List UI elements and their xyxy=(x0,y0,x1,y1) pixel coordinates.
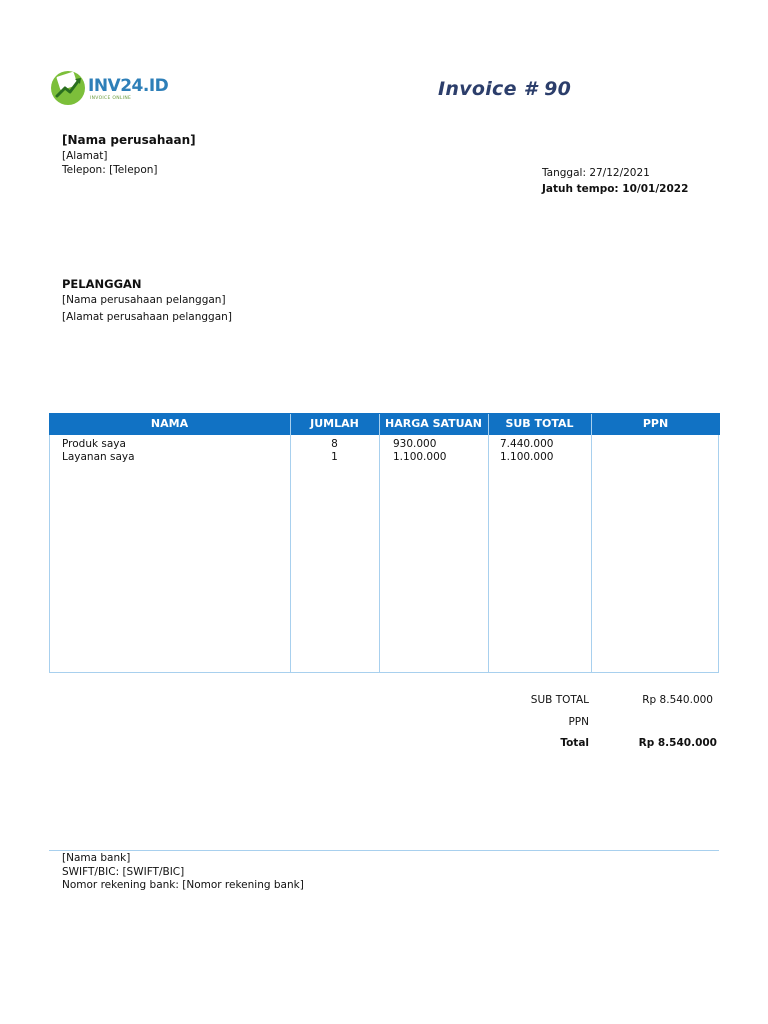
column-divider xyxy=(591,414,592,673)
company-address: [Alamat] xyxy=(62,150,108,162)
row-1-qty: 8 xyxy=(331,438,338,450)
subtotal-value: Rp 8.540.000 xyxy=(642,694,713,706)
customer-address: [Alamat perusahaan pelanggan] xyxy=(62,311,232,323)
due-date: Jatuh tempo: 10/01/2022 xyxy=(542,183,689,195)
row-2-price: 1.100.000 xyxy=(393,451,447,463)
customer-name: [Nama perusahaan pelanggan] xyxy=(62,294,226,306)
customer-heading: PELANGGAN xyxy=(62,277,142,291)
row-2-qty: 1 xyxy=(331,451,338,463)
company-phone: Telepon: [Telepon] xyxy=(62,164,158,176)
bank-details xyxy=(62,852,304,893)
row-2-name: Layanan saya xyxy=(62,451,135,463)
bank-account: Nomor rekening bank: [Nomor rekening bank] xyxy=(62,879,304,891)
table-header xyxy=(49,413,720,435)
subtotal-label: SUB TOTAL xyxy=(530,694,589,706)
row-2-subtotal: 1.100.000 xyxy=(500,451,554,463)
row-1-price: 930.000 xyxy=(393,438,437,450)
column-divider xyxy=(488,414,489,673)
bank-swift: SWIFT/BIC: [SWIFT/BIC] xyxy=(62,865,185,878)
logo-brand-text: INV24.ID xyxy=(88,76,169,96)
header-harga-satuan: HARGA SATUAN xyxy=(385,417,482,430)
total-value: Rp 8.540.000 xyxy=(638,737,717,749)
header-nama: NAMA xyxy=(150,417,189,430)
company-name: [Nama perusahaan] xyxy=(62,133,196,147)
bank-name: [Nama bank] xyxy=(62,852,131,864)
total-label: Total xyxy=(560,737,589,749)
items-table xyxy=(49,413,719,673)
row-1-name: Produk saya xyxy=(62,438,126,450)
invoice-title: Invoice # 90 xyxy=(438,78,572,100)
logo-tagline: INVOICE ONLINE xyxy=(90,96,132,101)
logo-icon xyxy=(48,66,92,110)
row-1-subtotal: 7.440.000 xyxy=(500,438,554,450)
column-divider xyxy=(379,414,380,673)
header-ppn: PPN xyxy=(642,417,669,430)
footer-divider xyxy=(49,850,719,851)
ppn-label: PPN xyxy=(568,716,589,728)
header-jumlah: JUMLAH xyxy=(310,417,359,430)
header-sub-total: SUB TOTAL xyxy=(505,417,574,430)
invoice-date: Tanggal: 27/12/2021 xyxy=(542,167,650,179)
